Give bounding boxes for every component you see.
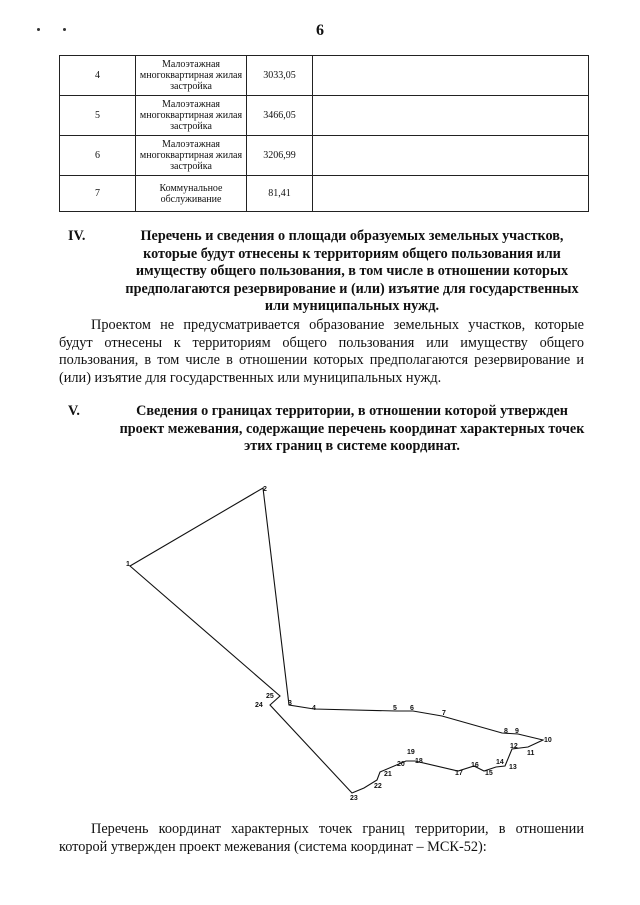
boundary-point-label: 18	[415, 758, 423, 765]
land-use: Малоэтажная многоквартирная жилая застройка	[136, 96, 247, 136]
boundary-point-label: 8	[504, 728, 508, 735]
boundary-point-label: 14	[496, 759, 504, 766]
boundary-outline	[130, 488, 543, 793]
boundary-point-label: 6	[410, 705, 414, 712]
row-number: 7	[60, 176, 136, 212]
boundary-point-label: 17	[455, 770, 463, 777]
area-value: 3466,05	[247, 96, 313, 136]
boundary-point-label: 25	[266, 693, 274, 700]
boundary-point-label: 1	[126, 561, 130, 568]
section-5-numeral: V.	[68, 403, 80, 419]
boundary-point-label: 20	[397, 761, 405, 768]
section-4-text: Проектом не предусматривается образование земельных участков, которые будут отнесены к территориям общего пользования или имуществу общего пользования, в том числе в отношении которых предполагаются резервирование и (или) изъятие для государственных или муниципальных нужд.	[59, 317, 584, 386]
boundary-point-label: 21	[384, 771, 392, 778]
boundary-point-label: 9	[515, 728, 519, 735]
section-4-numeral: IV.	[68, 228, 86, 244]
area-value: 81,41	[247, 176, 313, 212]
boundary-point-label: 24	[255, 702, 263, 709]
boundary-point-label: 7	[442, 710, 446, 717]
section-4-title: Перечень и сведения о площади образуемых земельных участков, которые будут отнесены к территориям общего пользования или имуществу общего пользования, в том числе в отношении которых предполагаются резервирование и (или) изъятие для государственных или муниципальных нужд.	[125, 228, 579, 315]
boundary-point-label: 3	[288, 700, 292, 707]
area-value: 3033,05	[247, 56, 313, 96]
land-use: Малоэтажная многоквартирная жилая застройка	[136, 136, 247, 176]
land-use: Малоэтажная многоквартирная жилая застройка	[136, 56, 247, 96]
page-number: 6	[316, 22, 324, 39]
boundary-point-label: 11	[527, 750, 535, 757]
boundary-point-label: 22	[374, 783, 382, 790]
boundary-point-label: 15	[485, 770, 493, 777]
area-value: 3206,99	[247, 136, 313, 176]
boundary-point-label: 5	[393, 705, 397, 712]
row-number: 5	[60, 96, 136, 136]
boundary-point-label: 19	[407, 749, 415, 756]
section-5-text: Перечень координат характерных точек границ территории, в отношении которой утвержден проект межевания (система координат – МСК-52):	[59, 821, 584, 855]
land-use: Коммунальное обслуживание	[136, 176, 247, 212]
row-number: 6	[60, 136, 136, 176]
boundary-point-label: 23	[350, 795, 358, 802]
boundary-point-label: 13	[509, 764, 517, 771]
boundary-point-label: 16	[471, 762, 479, 769]
boundary-point-label: 10	[544, 737, 552, 744]
boundary-point-label: 2	[263, 486, 267, 493]
row-number: 4	[60, 56, 136, 96]
section-5-title: Сведения о границах территории, в отношении которой утвержден проект межевания, содержащие перечень координат характерных точек этих границ в системе координат.	[119, 403, 585, 455]
boundary-point-label: 4	[312, 705, 316, 712]
boundary-point-labels	[126, 486, 552, 802]
boundary-point-label: 12	[510, 743, 518, 750]
